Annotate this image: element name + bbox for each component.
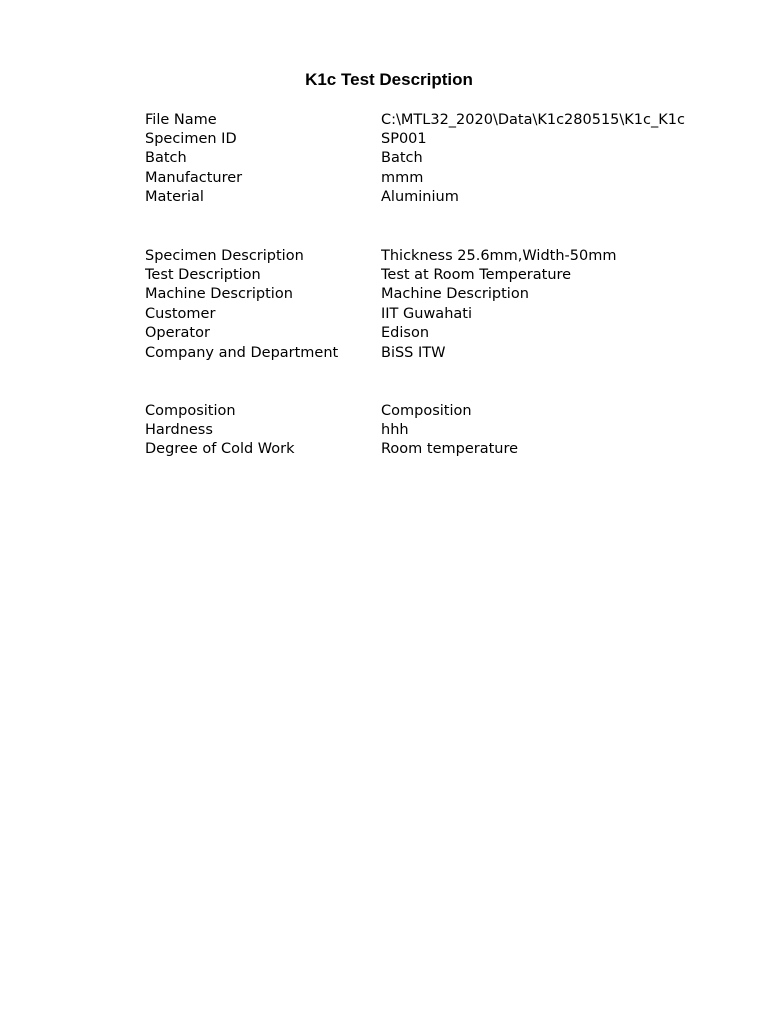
field-label-customer: Customer [145,305,216,322]
field-value-manufacturer: mmm [381,169,424,186]
field-label-operator: Operator [145,325,210,342]
info-row [145,188,705,207]
info-row [145,149,705,168]
field-label-batch: Batch [145,150,187,167]
field-value-hardness: hhh [381,422,409,439]
field-value-batch: Batch [381,150,423,167]
info-row [145,246,705,265]
info-row [145,285,705,304]
field-label-file-name: File Name [145,111,217,128]
field-label-company-department: Company and Department [145,344,339,361]
field-label-specimen-id: Specimen ID [145,131,237,148]
field-label-material: Material [145,189,204,206]
info-row [145,324,705,343]
document-title: K1c Test Description [305,70,473,89]
field-label-manufacturer: Manufacturer [145,169,243,186]
test-info-section [145,246,705,362]
field-label-hardness: Hardness [145,422,213,439]
material-info-section [145,401,705,459]
field-label-test-description: Test Description [145,267,261,284]
info-row [145,304,705,323]
info-row [145,110,705,129]
field-value-customer: IIT Guwahati [381,305,472,322]
field-value-material: Aluminium [381,189,459,206]
field-label-composition: Composition [145,402,236,419]
info-row [145,129,705,148]
info-row [145,420,705,439]
field-value-composition: Composition [381,402,472,419]
field-label-specimen-description: Specimen Description [145,247,304,264]
info-row [145,343,705,362]
specimen-info-section [145,110,705,207]
info-row [145,265,705,284]
field-value-file-name: C:\MTL32_2020\Data\K1c280515\K1c_K1c [381,111,685,128]
info-row [145,168,705,187]
field-label-degree-cold-work: Degree of Cold Work [145,441,295,458]
info-row [145,440,705,459]
field-value-degree-cold-work: Room temperature [381,441,519,458]
field-value-machine-description: Machine Description [381,286,529,303]
field-value-specimen-id: SP001 [381,131,427,148]
field-value-operator: Edison [381,325,430,342]
info-row [145,401,705,420]
field-value-specimen-description: Thickness 25.6mm,Width-50mm [381,247,617,264]
field-value-test-description: Test at Room Temperature [381,267,572,284]
field-value-company-department: BiSS ITW [381,344,446,361]
field-label-machine-description: Machine Description [145,286,293,303]
